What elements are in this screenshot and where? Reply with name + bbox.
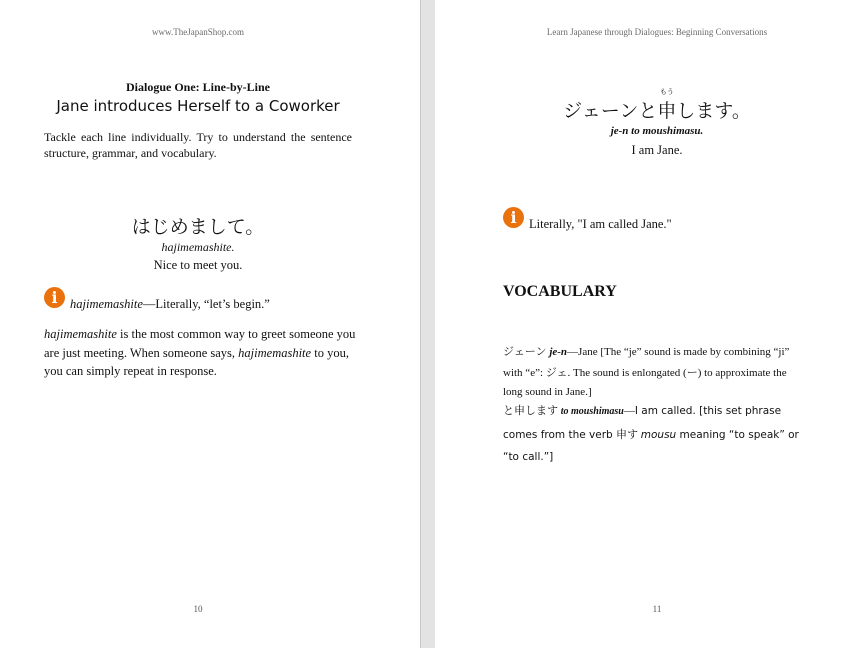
vocab-def-1: —Jane [The “je” sound is made by combining “ji” with “e”: xyxy=(503,346,790,379)
dialogue-heading: Dialogue One: Line-by-Line xyxy=(125,80,270,94)
para-term-2: hajimemashite xyxy=(238,345,312,360)
vocab-def-2: . The sound is enlongated ( xyxy=(567,366,687,379)
page-number: 10 xyxy=(193,604,203,614)
page-divider xyxy=(420,0,421,648)
jp-kanji-with-ruby xyxy=(657,88,677,123)
jp-before: ジェーンと xyxy=(563,100,658,122)
japanese-line: はじめまして。 xyxy=(131,216,265,238)
romaji-line: hajimemashite. xyxy=(161,240,235,254)
vocab-jp-2: 申す xyxy=(616,427,639,441)
vocab-def-3: ) to approximate the long sound in Jane.] xyxy=(503,366,787,398)
note-text: —Literally, “let’s begin.” xyxy=(142,297,270,311)
page-header: www.TheJapanShop.com xyxy=(152,27,244,37)
right-page xyxy=(435,0,857,648)
vocab-item-moushimasu xyxy=(503,400,813,469)
translation-line: I am Jane. xyxy=(631,143,683,157)
vocab-def-2: meaning “to speak” or “to call.”] xyxy=(503,428,799,463)
para-text-1: is the most common way to greet someone you are just meeting. When someone says, xyxy=(44,327,356,360)
vocab-romaji: to moushimasu xyxy=(560,406,624,417)
vocab-jp: ジェーン xyxy=(503,345,547,358)
vocab-romaji-2: mousu xyxy=(640,428,677,441)
romaji-line: je-n to moushimasu. xyxy=(610,125,704,137)
vocab-def-1: I am called. [this set phrase comes from the verb xyxy=(503,405,782,441)
note-term: hajimemashite xyxy=(70,297,143,311)
translation-line: Nice to meet you. xyxy=(153,258,243,272)
ruby-text: もう xyxy=(659,88,674,96)
intro-text: Tackle each line individually. Try to understand the sentence structure, grammar, and vocabulary. xyxy=(44,130,352,160)
explanation-paragraph xyxy=(44,325,359,381)
note-line: Literally, "I am called Jane." xyxy=(529,217,672,231)
info-icon: i xyxy=(503,207,524,228)
para-text-2: to you, you can simply repeat in response. xyxy=(44,345,349,378)
info-icon: i xyxy=(44,287,65,308)
vocab-item-jane xyxy=(503,342,803,403)
jp-kanji: 申 xyxy=(657,100,677,122)
vocabulary-heading: VOCABULARY xyxy=(503,283,617,300)
japanese-line xyxy=(435,88,857,123)
vocab-jp-2: ジェ xyxy=(545,365,568,379)
page-number: 11 xyxy=(652,604,662,614)
para-term-1: hajimemashite xyxy=(44,327,117,341)
page-header: Learn Japanese through Dialogues: Beginning Conversations xyxy=(546,27,768,37)
dialogue-subheading: Jane introduces Herself to a Coworker xyxy=(56,97,340,115)
left-page xyxy=(0,0,420,648)
note-line xyxy=(70,297,270,312)
vocab-dash: — xyxy=(623,405,635,417)
jp-after: します。 xyxy=(676,100,751,122)
vocab-jp-3: ー xyxy=(686,365,698,379)
vocab-romaji: je-n xyxy=(549,346,568,358)
vocab-jp: と申します xyxy=(503,404,558,417)
